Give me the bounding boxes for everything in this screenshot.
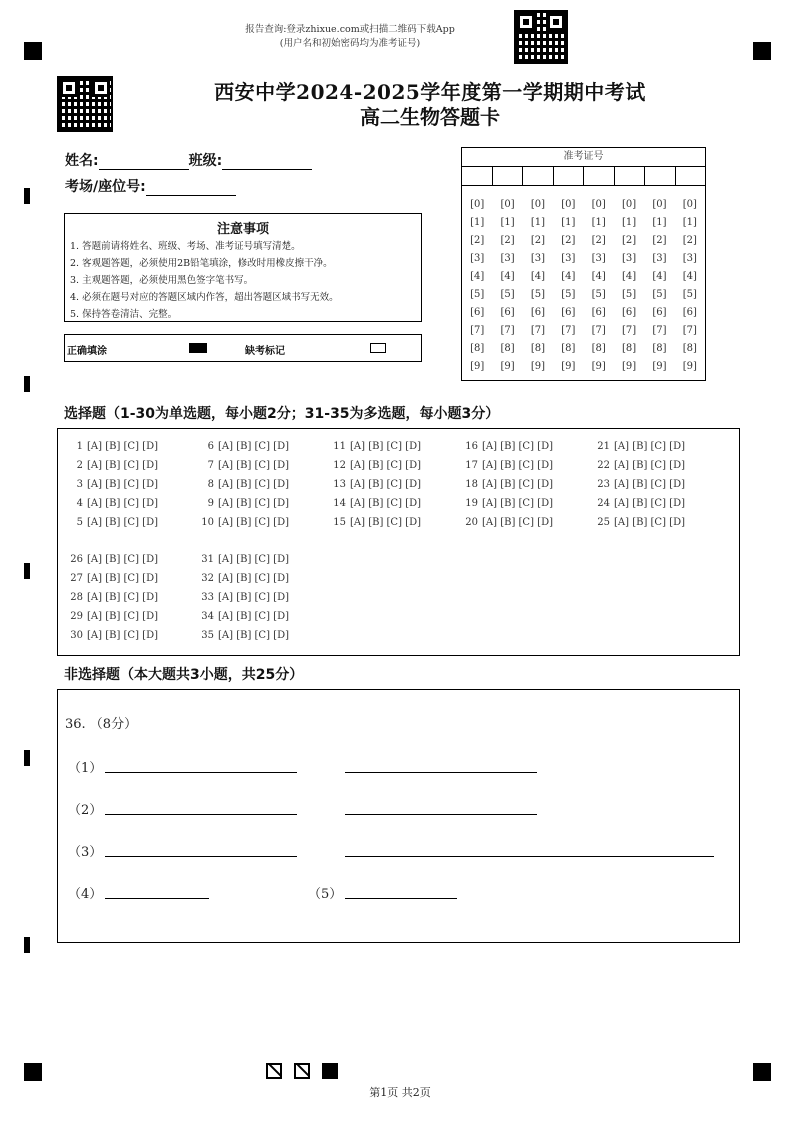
exam-id-bubble[interactable]: [1] — [621, 217, 637, 228]
exam-id-bubble[interactable]: [7] — [682, 325, 697, 336]
answer-options[interactable]: [A] [B] [C] [D] — [87, 611, 158, 622]
question-number: 12 — [333, 460, 346, 471]
choice-question-32[interactable] — [200, 573, 289, 584]
part-4-label: （4） — [68, 887, 103, 902]
notice-item: 1. 答题前请将姓名、班级、考场、准考证号填写清楚。 — [70, 241, 301, 252]
choice-question-17[interactable] — [464, 460, 553, 471]
exam-id-column — [614, 196, 644, 376]
exam-id-digit-cell[interactable] — [462, 167, 493, 185]
exam-id-bubble[interactable]: [7] — [500, 325, 515, 336]
question-number: 3 — [76, 479, 83, 490]
choice-question-3[interactable] — [69, 479, 158, 490]
exam-id-bubble[interactable]: [9] — [561, 361, 576, 372]
exam-id-bubble[interactable]: [0] — [682, 199, 697, 210]
answer-options[interactable]: [A] [B] [C] [D] — [87, 517, 158, 528]
part-2-label: （2） — [68, 803, 103, 818]
exam-id-bubble[interactable]: [2] — [530, 235, 546, 246]
question-number: 34 — [201, 611, 214, 622]
answer-line[interactable] — [345, 898, 457, 899]
class-field[interactable] — [222, 155, 312, 170]
answer-line[interactable] — [105, 898, 209, 899]
correct-fill-label: 正确填涂 — [67, 346, 107, 357]
timing-mark — [24, 750, 30, 766]
absent-mark-checkbox[interactable] — [370, 343, 386, 353]
question-number: 30 — [70, 630, 83, 641]
exam-id-bubble[interactable]: [8] — [682, 343, 697, 354]
exam-id-bubble[interactable]: [4] — [530, 271, 546, 282]
mark-sample-box — [64, 334, 422, 362]
exam-id-digit-cell[interactable] — [523, 167, 554, 185]
question-number: 4 — [76, 498, 83, 509]
choice-answer-area — [57, 428, 740, 656]
question-number: 21 — [597, 441, 610, 452]
choice-question-23[interactable] — [596, 479, 685, 490]
notice-item: 5. 保持答卷清洁、完整。 — [70, 309, 178, 320]
choice-question-22[interactable] — [596, 460, 685, 471]
question-number: 11 — [333, 441, 346, 452]
exam-id-bubble[interactable]: [4] — [561, 271, 576, 282]
exam-id-bubble[interactable]: [9] — [500, 361, 515, 372]
corner-marker-bottom-left — [24, 1063, 42, 1081]
exam-id-bubble[interactable]: [8] — [591, 343, 606, 354]
exam-id-bubble[interactable]: [3] — [530, 253, 546, 264]
question-number: 2 — [76, 460, 83, 471]
checkbox-crossed-icon — [294, 1063, 310, 1079]
exam-id-column — [584, 196, 614, 376]
qr-code-icon — [57, 76, 113, 132]
timing-mark — [24, 376, 30, 392]
notice-item: 2. 客观题答题，必须使用2B铅笔填涂，修改时用橡皮擦干净。 — [70, 258, 333, 269]
exam-title: 西安中学2024-2025学年度第一学期期中考试 — [214, 80, 646, 104]
answer-options[interactable]: [A] [B] [C] [D] — [218, 517, 289, 528]
checkbox-crossed-icon — [266, 1063, 282, 1079]
exam-id-bubble[interactable]: [5] — [652, 289, 667, 300]
report-note-line1: 报告查询:登录zhixue.com或扫描二维码下载App — [245, 24, 455, 35]
exam-id-bubble[interactable]: [3] — [591, 253, 606, 264]
answer-options[interactable]: [A] [B] [C] [D] — [218, 479, 289, 490]
name-label: 姓名: — [65, 153, 99, 169]
answer-options[interactable]: [A] [B] [C] [D] — [218, 498, 289, 509]
question-36-label: 36. （8分） — [65, 717, 138, 732]
exam-id-bubble[interactable]: [6] — [470, 307, 485, 318]
exam-id-bubble[interactable]: [1] — [561, 217, 576, 228]
student-info-row1 — [65, 150, 312, 170]
answer-options[interactable]: [A] [B] [C] [D] — [482, 460, 553, 471]
choice-question-9[interactable] — [200, 498, 289, 509]
exam-id-bubble[interactable]: [2] — [621, 235, 637, 246]
exam-id-bubble[interactable]: [1] — [682, 217, 697, 228]
choice-question-7[interactable] — [200, 460, 289, 471]
filled-square-icon — [322, 1063, 338, 1079]
question-number: 8 — [207, 479, 214, 490]
exam-id-bubble[interactable]: [5] — [470, 289, 485, 300]
exam-id-bubble[interactable]: [0] — [561, 199, 576, 210]
exam-id-bubble[interactable]: [0] — [500, 199, 515, 210]
exam-id-bubble[interactable]: [9] — [682, 361, 697, 372]
answer-line[interactable] — [345, 856, 714, 857]
exam-id-bubble[interactable]: [7] — [561, 325, 576, 336]
exam-id-column — [523, 196, 553, 376]
exam-id-bubble[interactable]: [8] — [652, 343, 667, 354]
exam-id-bubble[interactable]: [6] — [621, 307, 637, 318]
corner-marker-bottom-right — [753, 1063, 771, 1081]
answer-options[interactable]: [A] [B] [C] [D] — [218, 611, 289, 622]
choice-question-16[interactable] — [464, 441, 553, 452]
answer-options[interactable]: [A] [B] [C] [D] — [218, 554, 289, 565]
exam-id-bubble[interactable]: [1] — [470, 217, 485, 228]
exam-id-bubble[interactable]: [4] — [500, 271, 515, 282]
question-number: 13 — [333, 479, 346, 490]
exam-id-bubble[interactable]: [3] — [652, 253, 667, 264]
question-number: 19 — [465, 498, 478, 509]
choice-question-20[interactable] — [464, 517, 553, 528]
exam-id-bubble[interactable]: [4] — [682, 271, 697, 282]
exam-id-bubble[interactable]: [6] — [530, 307, 546, 318]
exam-id-bubble[interactable]: [9] — [470, 361, 485, 372]
exam-id-bubble[interactable]: [5] — [530, 289, 546, 300]
choice-question-13[interactable] — [332, 479, 421, 490]
question-number: 31 — [201, 554, 214, 565]
part-1-label: （1） — [68, 761, 103, 776]
corner-marker-top-left — [24, 42, 42, 60]
exam-id-bubble[interactable]: [3] — [470, 253, 485, 264]
question-number: 6 — [207, 441, 214, 452]
answer-options[interactable]: [A] [B] [C] [D] — [614, 441, 685, 452]
answer-options[interactable]: [A] [B] [C] [D] — [218, 630, 289, 641]
choice-question-19[interactable] — [464, 498, 553, 509]
exam-id-bubble[interactable]: [2] — [682, 235, 697, 246]
choice-question-27[interactable] — [69, 573, 158, 584]
question-number: 29 — [70, 611, 83, 622]
exam-id-digit-cell[interactable] — [554, 167, 585, 185]
exam-id-bubble[interactable]: [7] — [470, 325, 485, 336]
exam-id-bubble[interactable]: [0] — [591, 199, 606, 210]
exam-id-bubble[interactable]: [5] — [682, 289, 697, 300]
answer-options[interactable]: [A] [B] [C] [D] — [87, 441, 158, 452]
exam-id-bubble[interactable]: [8] — [621, 343, 637, 354]
question-number: 32 — [201, 573, 214, 584]
answer-options[interactable]: [A] [B] [C] [D] — [218, 592, 289, 603]
exam-id-column — [644, 196, 674, 376]
exam-id-digit-cell[interactable] — [493, 167, 524, 185]
exam-id-bubble[interactable]: [5] — [591, 289, 606, 300]
choice-question-2[interactable] — [69, 460, 158, 471]
exam-id-bubble[interactable]: [3] — [561, 253, 576, 264]
choice-question-21[interactable] — [596, 441, 685, 452]
choice-question-33[interactable] — [200, 592, 289, 603]
exam-id-bubble[interactable]: [4] — [591, 271, 606, 282]
exam-id-bubble[interactable]: [4] — [470, 271, 485, 282]
exam-id-column — [492, 196, 522, 376]
answer-options[interactable]: [A] [B] [C] [D] — [87, 573, 158, 584]
part-5-label: （5） — [308, 887, 343, 902]
answer-line[interactable] — [345, 814, 537, 815]
answer-line[interactable] — [105, 814, 297, 815]
choice-question-24[interactable] — [596, 498, 685, 509]
answer-line[interactable] — [105, 856, 297, 857]
exam-id-bubble[interactable]: [2] — [500, 235, 515, 246]
timing-mark — [24, 563, 30, 579]
open-section-title: 非选择题（本大题共3小题，共25分） — [64, 667, 304, 683]
exam-id-bubble[interactable]: [1] — [591, 217, 606, 228]
notice-item: 3. 主观题答题，必须使用黑色签字笔书写。 — [70, 275, 254, 286]
exam-id-bubble[interactable]: [6] — [682, 307, 697, 318]
exam-id-bubble[interactable]: [5] — [500, 289, 515, 300]
question-number: 5 — [76, 517, 83, 528]
exam-id-column — [675, 196, 705, 376]
exam-id-bubble[interactable]: [0] — [621, 199, 637, 210]
exam-id-bubble[interactable]: [2] — [591, 235, 606, 246]
question-number: 9 — [207, 498, 214, 509]
class-label: 班级: — [188, 153, 223, 169]
question-number: 22 — [597, 460, 610, 471]
notice-box — [64, 213, 422, 322]
open-answer-area — [57, 689, 740, 943]
answer-options[interactable]: [A] [B] [C] [D] — [350, 498, 421, 509]
question-number: 33 — [201, 592, 214, 603]
answer-line[interactable] — [345, 772, 537, 773]
question-number: 1 — [76, 441, 83, 452]
choice-question-5[interactable] — [69, 517, 158, 528]
choice-question-6[interactable] — [200, 441, 289, 452]
exam-id-title: 准考证号 — [462, 148, 705, 167]
exam-id-bubble[interactable]: [2] — [652, 235, 667, 246]
exam-id-bubble[interactable]: [7] — [530, 325, 546, 336]
exam-id-write-cells — [462, 167, 705, 186]
question-number: 17 — [465, 460, 478, 471]
choice-question-12[interactable] — [332, 460, 421, 471]
answer-options[interactable]: [A] [B] [C] [D] — [218, 573, 289, 584]
answer-options[interactable]: [A] [B] [C] [D] — [482, 517, 553, 528]
exam-id-digit-cell[interactable] — [584, 167, 615, 185]
exam-id-bubble[interactable]: [3] — [682, 253, 697, 264]
choice-question-30[interactable] — [69, 630, 158, 641]
answer-options[interactable]: [A] [B] [C] [D] — [614, 517, 685, 528]
choice-question-10[interactable] — [200, 517, 289, 528]
exam-id-bubble[interactable]: [8] — [530, 343, 546, 354]
exam-id-column — [553, 196, 583, 376]
choice-question-4[interactable] — [69, 498, 158, 509]
exam-id-bubble-grid — [462, 186, 705, 376]
question-number: 16 — [465, 441, 478, 452]
question-number: 26 — [70, 554, 83, 565]
absent-mark-label: 缺考标记 — [245, 346, 285, 357]
exam-id-bubble[interactable]: [7] — [621, 325, 637, 336]
exam-id-bubble[interactable]: [3] — [621, 253, 637, 264]
answer-options[interactable]: [A] [B] [C] [D] — [614, 460, 685, 471]
choice-question-35[interactable] — [200, 630, 289, 641]
exam-id-bubble[interactable]: [6] — [561, 307, 576, 318]
choice-question-1[interactable] — [69, 441, 158, 452]
exam-id-column — [462, 196, 492, 376]
exam-id-bubble[interactable]: [5] — [621, 289, 637, 300]
question-number: 24 — [597, 498, 610, 509]
exam-id-box — [461, 147, 706, 381]
choice-question-31[interactable] — [200, 554, 289, 565]
question-number: 10 — [201, 517, 214, 528]
exam-id-bubble[interactable]: [8] — [470, 343, 485, 354]
timing-mark — [24, 937, 30, 953]
question-number: 35 — [201, 630, 214, 641]
question-number: 15 — [333, 517, 346, 528]
exam-id-bubble[interactable]: [5] — [561, 289, 576, 300]
exam-id-bubble[interactable]: [0] — [530, 199, 546, 210]
answer-options[interactable]: [A] [B] [C] [D] — [350, 441, 421, 452]
exam-id-bubble[interactable]: [9] — [530, 361, 546, 372]
qr-code-icon[interactable] — [514, 10, 568, 64]
timing-mark — [24, 188, 30, 204]
choice-question-34[interactable] — [200, 611, 289, 622]
answer-options[interactable]: [A] [B] [C] [D] — [87, 554, 158, 565]
exam-id-bubble[interactable]: [6] — [500, 307, 515, 318]
question-number: 28 — [70, 592, 83, 603]
answer-options[interactable]: [A] [B] [C] [D] — [218, 441, 289, 452]
question-number: 18 — [465, 479, 478, 490]
exam-id-bubble[interactable]: [0] — [652, 199, 667, 210]
exam-id-bubble[interactable]: [2] — [470, 235, 485, 246]
choice-question-8[interactable] — [200, 479, 289, 490]
exam-id-digit-cell[interactable] — [615, 167, 646, 185]
answer-options[interactable]: [A] [B] [C] [D] — [87, 630, 158, 641]
exam-id-bubble[interactable]: [9] — [591, 361, 606, 372]
exam-id-bubble[interactable]: [3] — [500, 253, 515, 264]
filled-mark-sample — [189, 343, 207, 353]
answer-options[interactable]: [A] [B] [C] [D] — [350, 479, 421, 490]
exam-id-bubble[interactable]: [9] — [652, 361, 667, 372]
exam-id-bubble[interactable]: [4] — [652, 271, 667, 282]
exam-id-bubble[interactable]: [0] — [470, 199, 485, 210]
exam-id-bubble[interactable]: [2] — [561, 235, 576, 246]
exam-subtitle: 高二生物答题卡 — [360, 105, 500, 129]
notice-title: 注意事项 — [216, 222, 269, 237]
choice-question-15[interactable] — [332, 517, 421, 528]
exam-id-bubble[interactable]: [7] — [652, 325, 667, 336]
question-number: 27 — [70, 573, 83, 584]
exam-id-bubble[interactable]: [6] — [591, 307, 606, 318]
answer-options[interactable]: [A] [B] [C] [D] — [218, 460, 289, 471]
exam-id-bubble[interactable]: [9] — [621, 361, 637, 372]
exam-id-bubble[interactable]: [1] — [530, 217, 546, 228]
exam-id-bubble[interactable]: [8] — [561, 343, 576, 354]
answer-options[interactable]: [A] [B] [C] [D] — [482, 498, 553, 509]
answer-options[interactable]: [A] [B] [C] [D] — [482, 479, 553, 490]
answer-options[interactable]: [A] [B] [C] [D] — [87, 460, 158, 471]
answer-options[interactable]: [A] [B] [C] [D] — [87, 498, 158, 509]
exam-id-bubble[interactable]: [1] — [500, 217, 515, 228]
choice-question-11[interactable] — [332, 441, 421, 452]
answer-options[interactable]: [A] [B] [C] [D] — [87, 479, 158, 490]
exam-id-digit-cell[interactable] — [645, 167, 676, 185]
exam-id-bubble[interactable]: [6] — [652, 307, 667, 318]
exam-id-digit-cell[interactable] — [676, 167, 706, 185]
room-seat-field[interactable] — [146, 181, 236, 196]
question-number: 23 — [597, 479, 610, 490]
name-field[interactable] — [99, 155, 189, 170]
choice-question-29[interactable] — [69, 611, 158, 622]
answer-options[interactable]: [A] [B] [C] [D] — [350, 460, 421, 471]
answer-options[interactable]: [A] [B] [C] [D] — [482, 441, 553, 452]
page-number: 第1页 共2页 — [369, 1086, 431, 1099]
choice-question-28[interactable] — [69, 592, 158, 603]
choice-question-25[interactable] — [596, 517, 685, 528]
answer-options[interactable]: [A] [B] [C] [D] — [614, 479, 685, 490]
question-number: 25 — [597, 517, 610, 528]
question-number: 20 — [465, 517, 478, 528]
part-3-label: （3） — [68, 845, 103, 860]
choice-section-title: 选择题（1-30为单选题，每小题2分；31-35为多选题，每小题3分） — [64, 406, 500, 422]
answer-options[interactable]: [A] [B] [C] [D] — [87, 592, 158, 603]
answer-options[interactable]: [A] [B] [C] [D] — [350, 517, 421, 528]
choice-question-14[interactable] — [332, 498, 421, 509]
exam-id-bubble[interactable]: [4] — [621, 271, 637, 282]
answer-options[interactable]: [A] [B] [C] [D] — [614, 498, 685, 509]
exam-id-bubble[interactable]: [1] — [652, 217, 667, 228]
question-number: 14 — [333, 498, 346, 509]
answer-line[interactable] — [105, 772, 297, 773]
student-info-row2 — [65, 176, 236, 196]
choice-question-26[interactable] — [69, 554, 158, 565]
question-number: 7 — [207, 460, 214, 471]
room-seat-label: 考场/座位号: — [65, 179, 146, 195]
corner-marker-top-right — [753, 42, 771, 60]
exam-id-bubble[interactable]: [8] — [500, 343, 515, 354]
choice-question-18[interactable] — [464, 479, 553, 490]
exam-id-bubble[interactable]: [7] — [591, 325, 606, 336]
report-note — [200, 23, 500, 51]
notice-item: 4. 必须在题号对应的答题区域内作答，超出答题区域书写无效。 — [70, 292, 339, 303]
report-note-line2: (用户名和初始密码均为准考证号) — [279, 38, 421, 49]
